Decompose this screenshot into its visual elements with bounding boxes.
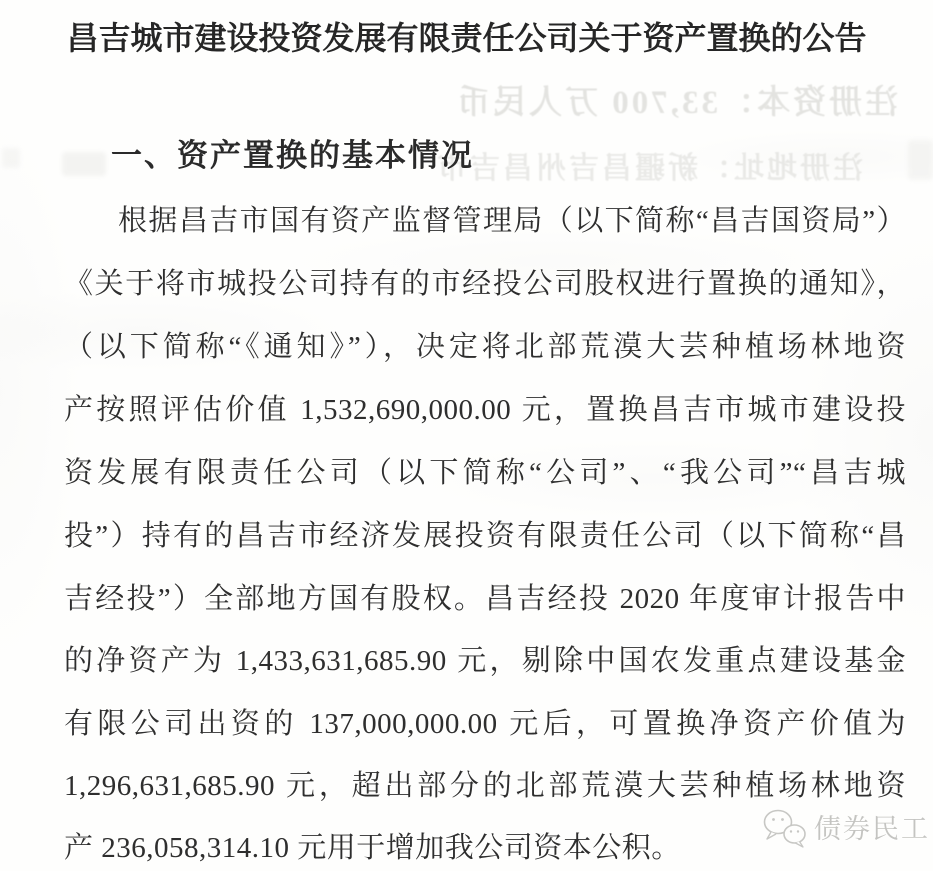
paragraph-line: 投”）持有的昌吉市经济发展投资有限责任公司（以下简称“昌	[64, 520, 906, 552]
document-title: 昌吉城市建设投资发展有限责任公司关于资产置换的公告	[66, 20, 867, 56]
watermark-text: 债券民工	[814, 814, 930, 844]
paragraph-line: 资发展有限责任公司（以下简称“公司”、“我公司”“昌吉城	[64, 457, 906, 489]
scan-smudge	[2, 148, 20, 168]
scan-smudge	[62, 152, 106, 176]
paragraph-line: 1,296,631,685.90 元，超出部分的北部荒漠大芸种植场林地资	[64, 770, 906, 802]
wechat-icon	[762, 808, 808, 850]
paragraph-line: 《关于将市城投公司持有的市经投公司股权进行置换的通知》，	[64, 268, 906, 300]
bleed-through-registered-capital: 注册资本：33,700 万人民币	[454, 85, 898, 121]
watermark	[762, 808, 930, 850]
paragraph-line: 产按照评估价值 1,532,690,000.00 元，置换昌吉市城市建设投	[64, 394, 906, 426]
paragraph-line: （以下简称“《通知》”），决定将北部荒漠大芸种植场林地资	[64, 331, 906, 363]
section-heading: 一、资产置换的基本情况	[111, 138, 474, 173]
paragraph-line: 产 236,058,314.10 元用于增加我公司资本公积。	[64, 832, 681, 864]
paragraph-line: 吉经投”）全部地方国有股权。昌吉经投 2020 年度审计报告中	[64, 583, 906, 615]
paragraph-line: 有限公司出资的 137,000,000.00 元后，可置换净资产价值为	[64, 708, 906, 740]
bleed-through-registered-address: 注册地址：新疆昌吉州昌吉市	[434, 152, 863, 185]
scan-smudge	[908, 140, 933, 180]
paragraph-line: 的净资产为 1,433,631,685.90 元，剔除中国农发重点建设基金	[64, 645, 906, 677]
paragraph-line: 根据昌吉市国有资产监督管理局（以下简称“昌吉国资局”）	[118, 205, 906, 237]
